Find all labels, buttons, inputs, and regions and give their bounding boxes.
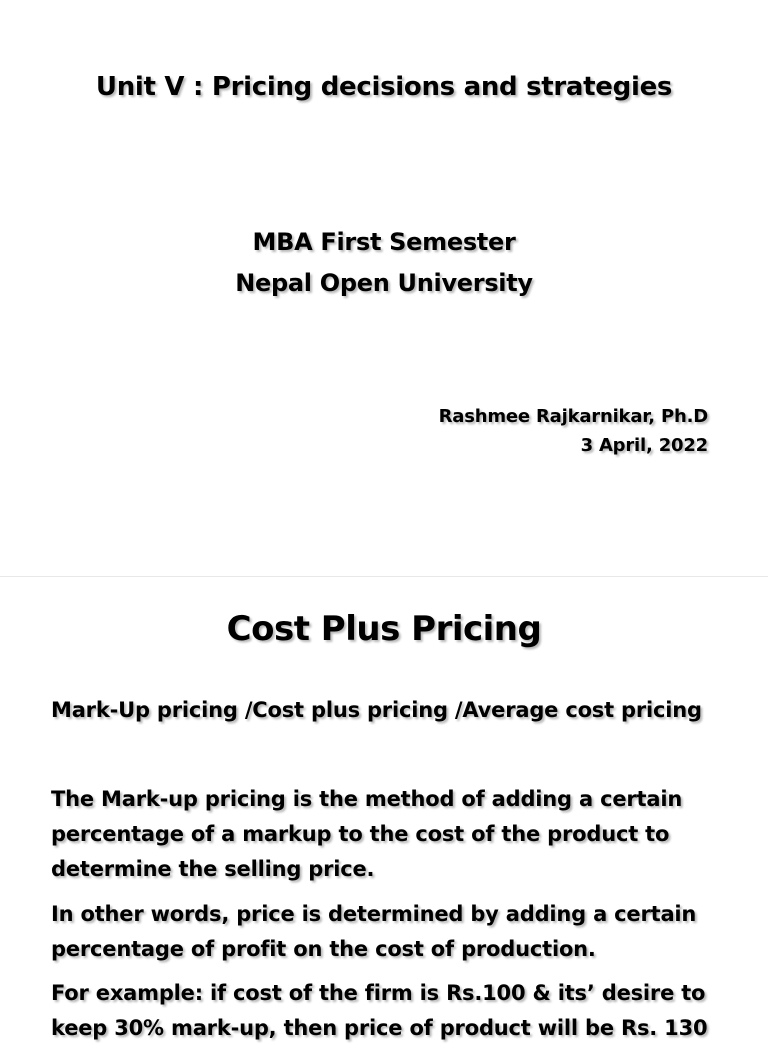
author-block [439, 402, 708, 460]
content-slide [0, 577, 768, 1040]
university-name: Nepal Open University [235, 269, 533, 297]
paragraph-restatement [51, 897, 751, 967]
paragraph-line: For example: if cost of the firm is Rs.100 & its’ desire to [51, 981, 706, 1005]
program-name: MBA First Semester [252, 228, 516, 256]
paragraph-line: percentage of a markup to the cost of the product to [51, 822, 670, 846]
paragraph-line: percentage of profit on the cost of production. [51, 937, 596, 961]
slide-subtitle [0, 222, 768, 304]
paragraph-definition [51, 782, 751, 887]
paragraph-example [51, 976, 751, 1046]
presentation-date: 3 April, 2022 [580, 435, 708, 456]
paragraph-line: The Mark-up pricing is the method of adding a certain [51, 787, 683, 811]
slide-heading: Cost Plus Pricing [226, 609, 542, 649]
slide-title: Unit V : Pricing decisions and strategies [95, 72, 673, 102]
paragraph-line: keep 30% mark-up, then price of product will be Rs. 130 [51, 1016, 708, 1040]
slide-subheading: Mark-Up pricing /Cost plus pricing /Average cost pricing [51, 698, 702, 722]
paragraph-line: In other words, price is determined by adding a certain [51, 902, 697, 926]
paragraph-line: determine the selling price. [51, 857, 375, 881]
author-name: Rashmee Rajkarnikar, Ph.D [438, 406, 708, 427]
